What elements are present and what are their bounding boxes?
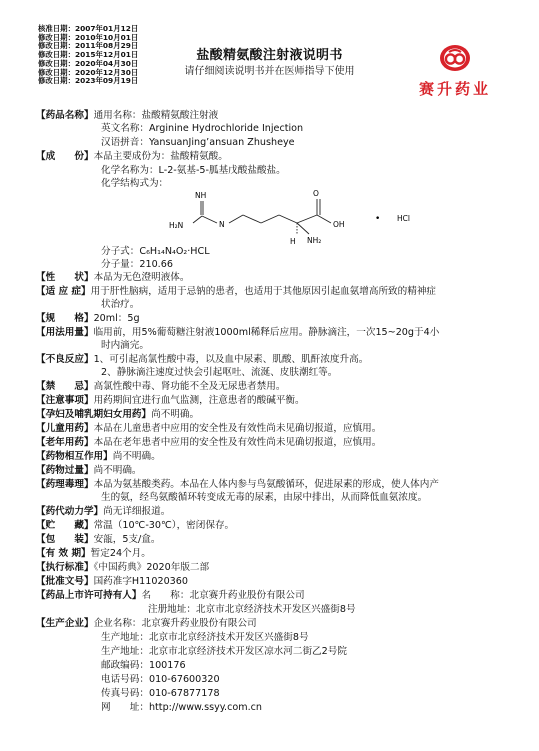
- section-label: 【药物过量】: [36, 465, 94, 476]
- molecular-weight: 分子量：210.66: [101, 259, 173, 270]
- section-storage: [36, 520, 234, 532]
- section-text-cont: 状治疗。: [101, 299, 140, 310]
- section-label: 【老年用药】: [36, 437, 94, 448]
- manufacturer-phone: 电话号码：010-67600320: [101, 674, 220, 685]
- structure-label: 化学结构式为：: [101, 178, 169, 189]
- section-interactions: [36, 451, 161, 463]
- section-text: 尚不明确。: [112, 451, 161, 462]
- date-line: 修改日期：2010年10月01日: [38, 32, 139, 42]
- manufacturer-name: 企业名称：北京赛升药业股份有限公司: [93, 618, 257, 629]
- section-label: 【规 格】: [36, 313, 94, 324]
- section-label: 【成 份】: [36, 151, 94, 162]
- section-label: 【禁 忌】: [36, 381, 94, 392]
- section-composition: [36, 151, 228, 163]
- section-text: 尚不明确。: [151, 409, 200, 420]
- section-text: 暂定24个月。: [90, 548, 151, 559]
- struct-oh: OH: [333, 220, 345, 229]
- struct-nh: NH: [195, 191, 207, 200]
- section-text: 本品为无色澄明液体。: [93, 272, 190, 283]
- section-label: 【药品名称】: [36, 110, 94, 121]
- struct-h2n: H₂N: [169, 221, 184, 230]
- manufacturer-address-1: 生产地址：北京市北京经济技术开发区兴盛街8号: [101, 632, 309, 643]
- section-contraindications: [36, 381, 285, 393]
- date-line: 核准日期：2007年01月12日: [38, 24, 139, 33]
- section-label: 【批准文号】: [36, 576, 94, 587]
- section-overdose: [36, 465, 142, 477]
- english-name: 英文名称：Arginine Hydrochloride Injection: [101, 123, 304, 134]
- section-approval: [36, 576, 188, 588]
- section-license-holder: [36, 590, 305, 602]
- section-text: 本品在儿童患者中应用的安全性及有效性尚未见确切报道，应慎用。: [93, 423, 382, 434]
- section-drug-name: [36, 110, 218, 122]
- section-label: 【有 效 期】: [36, 548, 91, 559]
- section-label: 【药代动力学】: [36, 506, 104, 517]
- structural-formula: [165, 185, 445, 247]
- section-label: 【注意事项】: [36, 395, 94, 406]
- section-text: 尚不明确。: [93, 465, 142, 476]
- section-pharmacology: [36, 479, 439, 491]
- section-label: 【适 应 症】: [36, 286, 91, 297]
- section-text: 安瓿，5支/盒。: [93, 534, 161, 545]
- date-line: 修改日期：2011年08月29日: [38, 41, 139, 51]
- struct-dot: •: [375, 214, 381, 224]
- struct-h: H: [290, 237, 296, 246]
- section-text-cont: 时内滴完。: [101, 340, 149, 351]
- manufacturer-address-2: 生产地址：北京市北京经济技术开发区凉水河二街乙2号院: [101, 646, 347, 657]
- section-text: 尚无详细报道。: [103, 506, 171, 517]
- section-text: 用药期间宜进行血气监测，注意患者的酸碱平衡。: [93, 395, 305, 406]
- section-adverse: [36, 354, 368, 366]
- section-elderly: [36, 437, 381, 449]
- struct-nh2: NH₂: [307, 236, 322, 245]
- section-indications: [36, 286, 436, 298]
- section-text: 国药准字H11020360: [93, 576, 188, 587]
- document-title: 盐酸精氨酸注射液说明书: [196, 48, 343, 63]
- section-text-cont: 2、静脉滴注速度过快会引起呕吐、流涎、皮肤潮红等。: [101, 367, 338, 378]
- section-package: [36, 534, 160, 546]
- section-pharmacokinetics: [36, 506, 170, 518]
- section-text: 用于肝性脑病，适用于忌钠的患者，也适用于其他原因引起血氨增高所致的精神症: [90, 286, 437, 297]
- section-label: 【孕妇及哺乳期妇女用药】: [36, 409, 152, 420]
- section-label: 【不良反应】: [36, 354, 94, 365]
- section-label: 【性 状】: [36, 272, 94, 283]
- section-text: 本品为氨基酸类药。本品在人体内参与鸟氨酸循环，促进尿素的形成，使人体内产: [93, 479, 439, 490]
- pinyin-name: 汉语拼音：YansuanJing’ansuan Zhusheye: [101, 137, 295, 148]
- section-label: 【药品上市许可持有人】: [36, 590, 142, 601]
- section-label: 【包 装】: [36, 534, 94, 545]
- struct-n: N: [219, 220, 225, 229]
- struct-hcl: HCl: [397, 214, 410, 223]
- section-label: 【生产企业】: [36, 618, 94, 629]
- section-text: 1、可引起高氯性酸中毒，以及血中尿素、肌酸、肌酐浓度升高。: [93, 354, 369, 365]
- section-manufacturer: [36, 618, 257, 630]
- logo-emblem-icon: [440, 45, 470, 71]
- date-line: 修改日期：2023年09月19日: [38, 76, 139, 86]
- section-label: 【执行标准】: [36, 562, 94, 573]
- chemical-name: 化学名称为：L-2-氨基-5-胍基戊酸盐酸盐。: [101, 165, 286, 176]
- document-subtitle: 请仔细阅读说明书并在医师指导下使用: [184, 66, 355, 77]
- section-text: 高氯性酸中毒、肾功能不全及无尿患者禁用。: [93, 381, 286, 392]
- section-cautions: [36, 395, 305, 407]
- section-text: 本品在老年患者中应用的安全性及有效性尚未见确切报道，应慎用。: [93, 437, 382, 448]
- date-line: 修改日期：2015年12月01日: [38, 50, 139, 60]
- section-label: 【贮 藏】: [36, 520, 94, 531]
- common-name: 通用名称：盐酸精氨酸注射液: [93, 110, 219, 121]
- section-text: 20ml：5g: [93, 313, 140, 324]
- section-text-cont: 生的氨，经鸟氨酸循环转变成无毒的尿素，由尿中排出，从而降低血氨浓度。: [101, 492, 428, 503]
- section-standard: [36, 562, 209, 574]
- holder-name: 名 称：北京赛升药业股份有限公司: [141, 590, 305, 601]
- section-pregnancy: [36, 409, 199, 421]
- section-validity: [36, 548, 151, 560]
- manufacturer-zip: 邮政编码：100176: [101, 660, 186, 671]
- section-label: 【用法用量】: [36, 327, 94, 338]
- section-children: [36, 423, 381, 435]
- section-character: [36, 272, 190, 284]
- section-label: 【儿童用药】: [36, 423, 94, 434]
- section-label: 【药理毒理】: [36, 479, 94, 490]
- logo-text: 赛升药业: [418, 80, 491, 98]
- struct-o: O: [313, 189, 319, 198]
- date-line: 修改日期：2020年12月30日: [38, 67, 139, 77]
- holder-address: 注册地址：北京市北京经济技术开发区兴盛街8号: [148, 604, 356, 615]
- date-line: 修改日期：2020年04月30日: [38, 58, 139, 68]
- section-usage: [36, 327, 439, 339]
- section-text: 临用前，用5%葡萄糖注射液1000ml稀释后应用。静脉滴注，一次15~20g于4小: [93, 327, 440, 338]
- section-text: 常温（10℃-30℃），密闭保存。: [93, 520, 235, 531]
- manufacturer-website: 网 址：http://www.ssyy.com.cn: [101, 702, 262, 713]
- section-label: 【药物相互作用】: [36, 451, 113, 462]
- section-text: 《中国药典》2020年版二部: [93, 562, 210, 573]
- molecular-formula: 分子式：C₆H₁₄N₄O₂·HCL: [101, 246, 210, 257]
- composition-main: 本品主要成份为：盐酸精氨酸。: [93, 151, 228, 162]
- manufacturer-fax: 传真号码：010-67877178: [101, 688, 220, 699]
- section-specification: [36, 313, 140, 325]
